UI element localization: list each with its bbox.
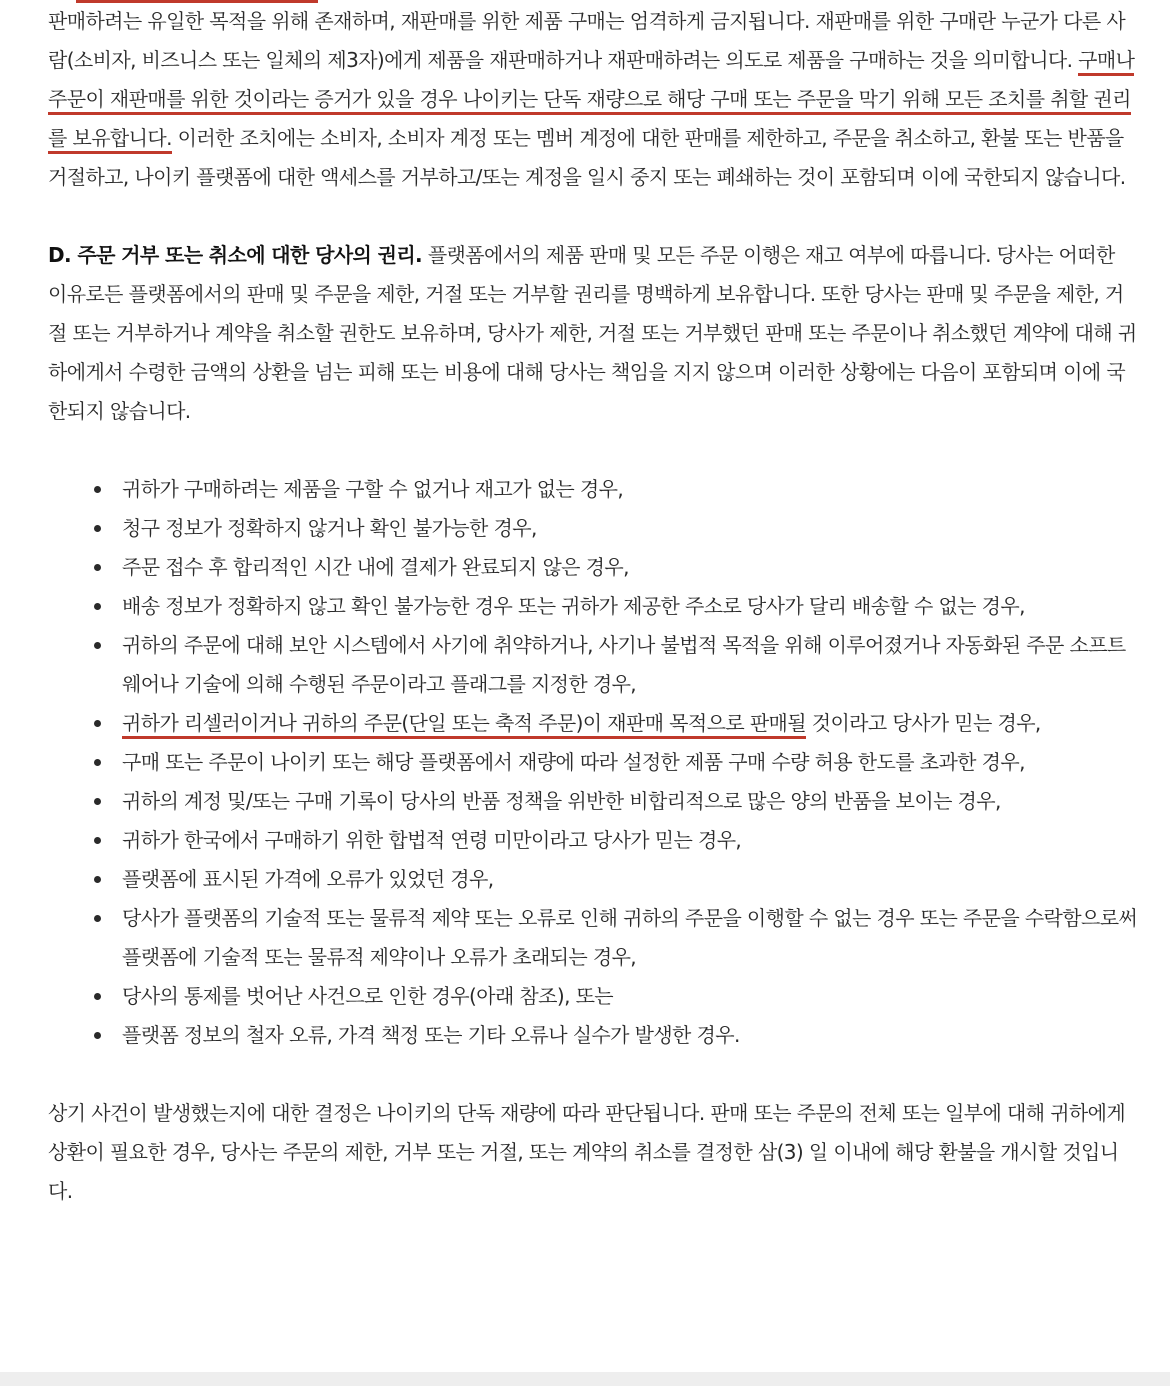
bullet-icon (94, 759, 101, 766)
list-item-text: 것이라고 당사가 믿는 경우, (805, 711, 1041, 735)
list-item-text: 당사가 플랫폼의 기술적 또는 물류적 제약 또는 오류로 인해 귀하의 주문을 이행할 수 없는 경우 또는 주문을 수락함으로써 플랫폼에 기술적 또는 물류적 제약이나 오류가 초래되는 경우, (122, 906, 1138, 969)
resale-highlighted-clause: 구매나 주문이 재판매를 위한 것이라는 증거가 있을 경우 나이키는 단독 재량으로 해당 구매 또는 주문을 막기 위해 모든 조치를 취할 권리를 보유합니다. (48, 48, 1134, 154)
conditions-list (48, 470, 1138, 1055)
list-item (122, 548, 1138, 587)
list-item (122, 509, 1138, 548)
bullet-icon (94, 837, 101, 844)
list-item-text: 주문 접수 후 합리적인 시간 내에 결제가 완료되지 않은 경우, (122, 555, 629, 579)
paragraph-spacer (48, 431, 1138, 470)
list-item (122, 470, 1138, 509)
order-refusal-body: 플랫폼에서의 제품 판매 및 모든 주문 이행은 재고 여부에 따릅니다. 당사는 어떠한 이유로든 플랫폼에서의 판매 및 주문을 제한, 거절 또는 거부할 권리를 명백하게 보유합니다. 또한 당사는 판매 및 주문을 제한, 거절 또는 거부하거나 계약을 취소할 권한도 보유하며, 당사가 제한, 거절 또는 거부했던 판매 또는 주문이나 취소했던 계약에 대해 귀하에게서 수령한 금액의 상환을 넘는 피해 또는 비용에 대해 당사는 책임을 지지 않으며 이러한 상황에는 다음이 포함되며 이에 국한되지 않습니다. (48, 243, 1137, 423)
bullet-icon (94, 564, 101, 571)
list-item-text: 귀하가 한국에서 구매하기 위한 합법적 연령 미만이라고 당사가 믿는 경우, (122, 828, 742, 852)
list-item (122, 1016, 1138, 1055)
bullet-icon (94, 993, 101, 1000)
terms-document (48, 2, 1138, 1211)
list-item (122, 821, 1138, 860)
list-item-highlighted-text: 귀하가 리셀러이거나 귀하의 주문(단일 또는 축적 주문)이 재판매 목적으로 판매될 (122, 711, 806, 739)
list-item (122, 626, 1138, 704)
list-item (122, 860, 1138, 899)
list-item-text: 당사의 통제를 벗어난 사건으로 인한 경우(아래 참조), 또는 (122, 984, 614, 1008)
list-item-text: 청구 정보가 정확하지 않거나 확인 불가능한 경우, (122, 516, 537, 540)
bullet-icon (94, 642, 101, 649)
bullet-icon (94, 486, 101, 493)
resale-text-end: 이러한 조치에는 소비자, 소비자 계정 또는 멤버 계정에 대한 판매를 제한하고, 주문을 취소하고, 환불 또는 반품을 거절하고, 나이키 플랫폼에 대한 액세스를 거부하고/또는 계정을 일시 중지 또는 폐쇄하는 것이 포함되며 이에 국한되지 않습니다. (48, 126, 1126, 189)
refund-paragraph: 상기 사건이 발생했는지에 대한 결정은 나이키의 단독 재량에 따라 판단됩니다. 판매 또는 주문의 전체 또는 일부에 대해 귀하에게 상환이 필요한 경우, 당사는 주문의 제한, 거부 또는 거절, 또는 계약의 취소를 결정한 삼(3) 일 이내에 해당 환불을 개시할 것입니다. (48, 1101, 1126, 1203)
list-item-text: 배송 정보가 정확하지 않고 확인 불가능한 경우 또는 귀하가 제공한 주소로 당사가 달리 배송할 수 없는 경우, (122, 594, 1025, 618)
list-item-text: 구매 또는 주문이 나이키 또는 해당 플랫폼에서 재량에 따라 설정한 제품 구매 수량 허용 한도를 초과한 경우, (122, 750, 1025, 774)
bullet-icon (94, 876, 101, 883)
list-item-text: 귀하의 주문에 대해 보안 시스템에서 사기에 취약하거나, 사기나 불법적 목적을 위해 이루어졌거나 자동화된 주문 소프트웨어나 기술에 의해 수행된 주문이라고 플래그를 지정한 경우, (122, 633, 1126, 696)
list-item (122, 782, 1138, 821)
paragraph-spacer (48, 197, 1138, 236)
bullet-icon (94, 603, 101, 610)
list-item-text: 플랫폼 정보의 철자 오류, 가격 책정 또는 기타 오류나 실수가 발생한 경우. (122, 1023, 740, 1047)
bullet-icon (94, 798, 101, 805)
bullet-icon (94, 1032, 101, 1039)
bottom-edge-band (0, 1372, 1170, 1386)
bullet-icon (94, 525, 101, 532)
list-item-text: 귀하의 계정 및/또는 구매 기록이 당사의 반품 정책을 위반한 비합리적으로 많은 양의 반품을 보이는 경우, (122, 789, 1001, 813)
paragraph-spacer (48, 1055, 1138, 1094)
resale-paragraph (48, 2, 1138, 197)
bullet-icon (94, 720, 101, 727)
list-item-text: 플랫폼에 표시된 가격에 오류가 있었던 경우, (122, 867, 494, 891)
list-item (122, 587, 1138, 626)
list-item (122, 977, 1138, 1016)
list-item (122, 704, 1138, 743)
list-item (122, 899, 1138, 977)
list-item-text: 귀하가 구매하려는 제품을 구할 수 없거나 재고가 없는 경우, (122, 477, 624, 501)
resale-text-start: 판매하려는 유일한 목적을 위해 존재하며, 재판매를 위한 제품 구매는 엄격하게 금지됩니다. 재판매를 위한 구매란 누군가 다른 사람(소비자, 비즈니스 또는 일체의 제3자)에게 제품을 재판매하거나 재판매하려는 의도로 제품을 구매하는 것을 의미합니다. (48, 9, 1126, 72)
list-item (122, 743, 1138, 782)
section-heading-d: D. 주문 거부 또는 취소에 대한 당사의 권리. (48, 243, 423, 267)
bullet-icon (94, 915, 101, 922)
order-refusal-paragraph (48, 236, 1138, 431)
